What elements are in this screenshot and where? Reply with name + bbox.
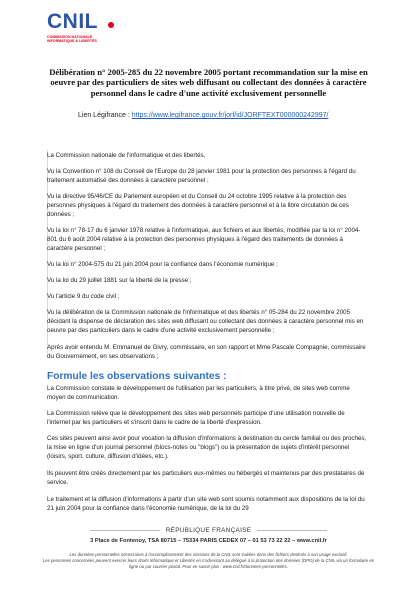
footer-republic (0, 527, 417, 534)
paragraph-directive-95-46: Vu la directive 95/46/CE du Parlement européen et du Conseil du 24 octobre 1995 relative à la protection des personnes physiques à l'égard du traitement des données à caractère personnel et à la libre circulation de ces données ; (47, 193, 349, 218)
paragraph-loi-78-17: Vu la loi n° 78-17 du 6 janvier 1978 relative à l'informatique, aux fichiers et aux libertés, modifiée par la loi n° 2004-801 du 6 août 2004 relative à la protection des personnes physiques à l'égard des traitements de données à caractère personnel ; (47, 227, 361, 252)
footer-legal-line-1: Les données personnelles nécessaires à l'accomplissement des missions de la CNIL sont traitées dans des fichiers destinés à son usage exclusif. (69, 552, 348, 557)
footer-address: 3 Place de Fontenoy, TSA 80715 – 75334 PARIS CEDEX 07 – 01 53 73 22 22 – www.cnil.fr (90, 538, 327, 544)
observation-5: Le traitement et la diffusion d'informations à partir d'un site web sont soumis notamment aux dispositions de la loi du 21 juin 2004 pour la confiance dans l'économie numérique, de la loi du 29 (47, 496, 365, 512)
footer-republic-label: RÉPUBLIQUE FRANÇAISE (165, 527, 252, 534)
cnil-logo-wordmark: CNIL (47, 10, 98, 33)
paragraph-commission: La Commission nationale de l'informatique et des libertés, (47, 152, 206, 159)
footer-dash-left (90, 530, 160, 531)
paragraph-loi-1881: Vu la loi du 29 juillet 1881 sur la liberté de la presse ; (47, 277, 192, 284)
legifrance-link-line (78, 112, 398, 119)
footer-legal (40, 552, 377, 570)
legifrance-link-label: Lien Légifrance : (78, 112, 132, 119)
paragraph-rapport: Après avoir entendu M. Emmanuel de Givry, commissaire, en son rapport et Mme Pascale Compagnie, commissaire du Gouvernement, en ses observations ; (47, 344, 366, 360)
observation-3: Ces sites peuvent ainsi avoir pour vocation la diffusion d'informations à destination du cercle familial ou des proches, la mise en ligne d'un journal personnel (blocs-notes ou "blogs") ou la présentation de sujets d'intérêt personnel (loisirs, sport, culture, diffusion d'idées, etc.). (47, 435, 367, 460)
observation-4: Ils peuvent être créés directement par les particuliers eux-mêmes ou hébergés et maintenus par des prestataires de service. (47, 470, 365, 486)
cnil-logo-subtitle: COMMISSION NATIONALE INFORMATIQUE & LIBERTÉS (47, 35, 97, 44)
observation-1: La Commission constate le développement de l'utilisation par les particuliers, à titre privé, de sites web comme moyen de communication. (47, 385, 350, 401)
section-heading: Formule les observations suivantes : (47, 371, 227, 382)
cnil-logo (47, 10, 137, 50)
paragraph-loi-2004-575: Vu la loi n° 2004-575 du 21 juin 2004 pour la confiance dans l'économie numérique ; (47, 261, 278, 268)
paragraph-deliberation-05-284: Vu la délibération de la Commission nationale de l'informatique et des libertés n° 05-284 du 22 novembre 2005 décidant la dispense de déclaration des sites web diffusant ou collectant des données à caractère personnel mis en oeuvre par des particuliers dans le cadre d'une activité exclusivement personnelle ; (47, 309, 364, 334)
footer-legal-line-2: Les personnes concernées peuvent exercer leurs droits Informatique et Libertés en s'adressant au délégué à la protection des données (DPO) de la CNIL via un formulaire en ligne ou par courrier postal. Pour en savoir plus : www.cnil.fr/donnees-personnelles. (42, 558, 375, 569)
observation-2: La Commission relève que le développement des sites web personnels participe d'une utilisation nouvelle de l'internet par les particuliers et s'inscrit dans le cadre de la liberté d'expression. (47, 410, 345, 426)
legifrance-link[interactable]: https://www.legifrance.gouv.fr/jorf/id/JORFTEXT000000242997/ (131, 112, 329, 119)
cnil-logo-dot-icon (108, 22, 114, 28)
paragraph-code-civil: Vu l'article 9 du code civil ; (47, 293, 120, 300)
document-title: Délibération n° 2005-285 du 22 novembre 2005 portant recommandation sur la mise en oeuvre par des particuliers de sites web diffusant ou collectant des données à caractère personnel dans le cadre d'une activité exclusivement personnelle (49, 67, 368, 98)
paragraph-convention-108: Vu la Convention n° 108 du Conseil de l'Europe du 28 janvier 1981 pour la protection des personnes à l'égard du traitement automatisé des données à caractère personnel ; (47, 168, 356, 184)
footer-dash-right (257, 530, 327, 531)
